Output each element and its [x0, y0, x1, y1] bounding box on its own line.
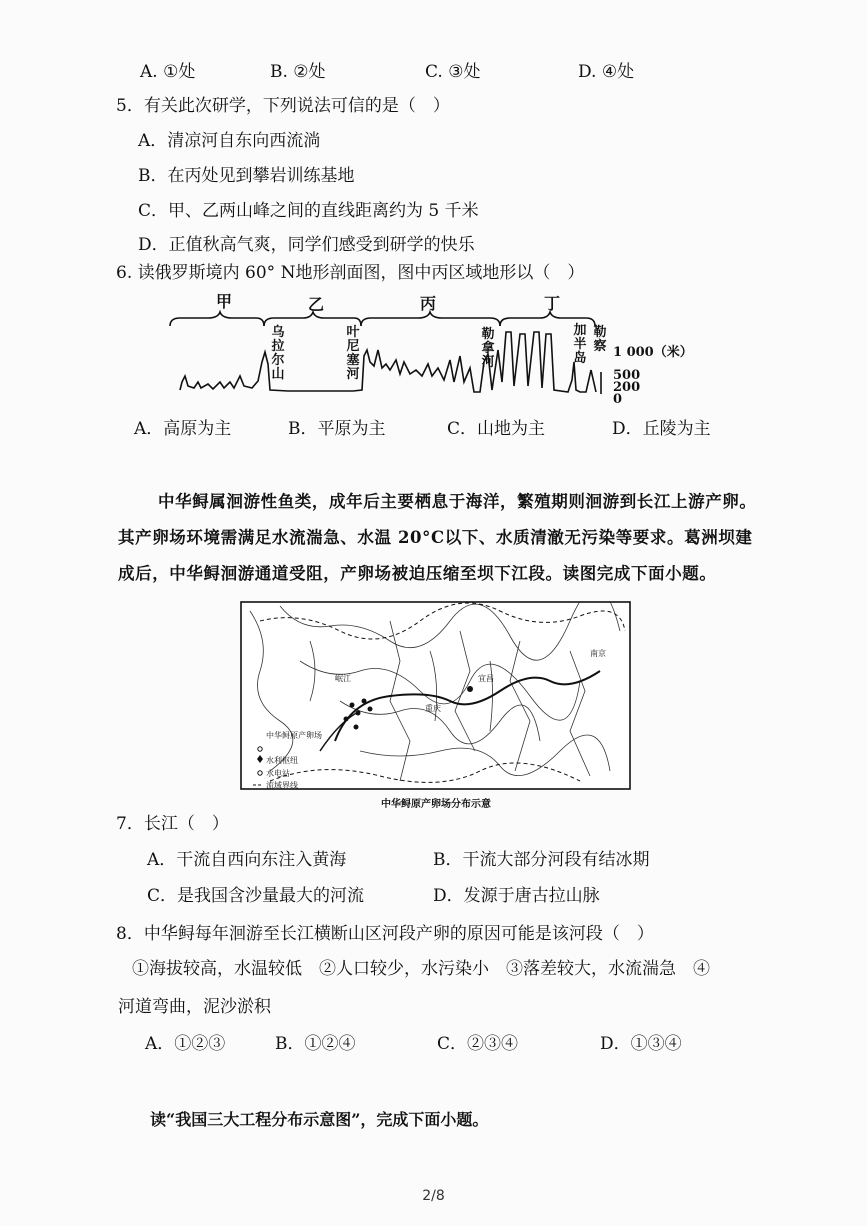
label-ural: 乌拉尔山 — [271, 325, 285, 382]
q6-option-c: C．山地为主 — [447, 419, 546, 439]
scale-top-label: 1 000（米） — [613, 345, 693, 360]
legend-power-station: 水电站 — [266, 769, 290, 778]
scale-tick-200: 200 — [613, 380, 641, 395]
map-label-minjiang: 岷江 — [335, 674, 351, 683]
profile-region-ding: 丁 — [544, 294, 561, 313]
q4-option-a: A. ①处 — [140, 62, 196, 82]
q6-option-b: B．平原为主 — [288, 419, 386, 439]
legend-spawning: 中华鲟原产卵场 — [266, 731, 322, 740]
q7-option-b: B．干流大部分河段有结冰期 — [433, 850, 650, 870]
brace-jia — [170, 312, 264, 326]
map-label-chongqing: 重庆 — [425, 704, 441, 713]
brace-yi — [264, 312, 361, 326]
q7-option-c: C．是我国含沙量最大的河流 — [147, 886, 365, 906]
profile-region-bing: 丙 — [420, 294, 437, 313]
q6-stem: 6. 读俄罗斯境内 60° N地形剖面图，图中丙区域地形以（ ） — [116, 263, 585, 283]
map-label-nanjing: 南京 — [590, 649, 606, 658]
q5-option-a: A．清凉河自东向西流淌 — [138, 131, 321, 151]
q4-option-b: B. ②处 — [270, 62, 326, 82]
q8-option-b: B．①②④ — [275, 1034, 356, 1054]
label-lecha: 勒察 — [593, 325, 607, 354]
legend-basin-boundary: 流域界线 — [266, 781, 298, 790]
legend-hydro-hub: 水利枢纽 — [266, 756, 298, 765]
passage — [118, 484, 758, 592]
q7-option-d: D．发源于唐古拉山脉 — [433, 886, 600, 906]
q6-option-a: A．高原为主 — [134, 419, 232, 439]
brace-bing — [361, 312, 500, 326]
label-yenisei: 叶尼塞河 — [346, 325, 360, 382]
q5-option-c: C．甲、乙两山峰之间的直线距离约为 5 千米 — [138, 201, 479, 221]
map-label-yichang: 宜昌 — [478, 674, 494, 683]
q8-option-c: C．②③④ — [437, 1034, 519, 1054]
q8-option-d: D．①③④ — [600, 1034, 682, 1054]
q6-option-d: D．丘陵为主 — [612, 419, 711, 439]
passage-text: 中华鲟属洄游性鱼类，成年后主要栖息于海洋，繁殖期则洄游到长江上游产卵。其产卵场环境需满足水流湍急、水温 20°C以下、水质清澈无污染等要求。葛洲坝建成后，中华鲟洄游通道受阻，产卵场被迫压缩至坝下江段。读图完成下面小题。 — [118, 492, 757, 583]
q4-option-d: D. ④处 — [578, 62, 635, 82]
scale-tick-0: 0 — [613, 392, 623, 405]
terrain-profile-line — [180, 332, 596, 392]
scale-tick-500: 500 — [613, 368, 641, 383]
terrain-profile-figure — [168, 290, 728, 405]
profile-region-yi: 乙 — [308, 295, 325, 314]
q5-stem: 5．有关此次研学，下列说法可信的是（ ） — [116, 96, 450, 116]
label-jia-bandao: 加半岛 — [573, 323, 587, 366]
label-lena: 勒拿河 — [481, 327, 495, 370]
q8-option-a: A．①②③ — [145, 1034, 226, 1054]
q8-stem: 8．中华鲟每年洄游至长江横断山区河段产卵的原因可能是该河段（ ） — [116, 924, 654, 944]
q7-option-a: A．干流自西向东注入黄海 — [147, 850, 347, 870]
q5-option-d: D．正值秋高气爽，同学们感受到研学的快乐 — [138, 235, 475, 255]
q5-option-b: B．在丙处见到攀岩训练基地 — [138, 166, 355, 186]
next-section-intro: 读“我国三大工程分布示意图”，完成下面小题。 — [150, 1110, 489, 1129]
yangtze-sturgeon-map — [240, 601, 632, 813]
q8-statements-line2: 河道弯曲，泥沙淤积 — [118, 997, 271, 1017]
map-caption: 中华鲟原产卵场分布示意 — [381, 799, 491, 810]
q4-option-c: C. ③处 — [425, 62, 481, 82]
profile-region-jia: 甲 — [216, 292, 233, 311]
q8-statements-line1: ①海拔较高，水温较低 ②人口较少，水污染小 ③落差较大，水流湍急 ④ — [132, 959, 710, 979]
page-number: 2/8 — [422, 1188, 445, 1204]
q7-stem: 7．长江（ ） — [116, 814, 229, 834]
